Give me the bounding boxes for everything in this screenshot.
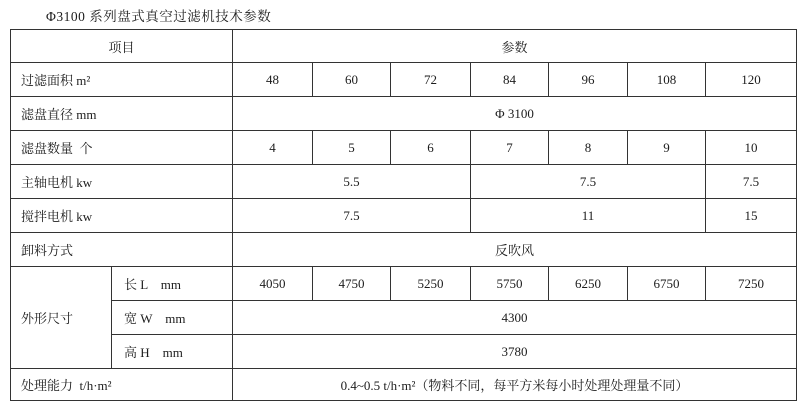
filter-area-value: 120 bbox=[706, 63, 797, 97]
filter-area-value: 48 bbox=[233, 63, 313, 97]
dimension-height-row bbox=[11, 335, 797, 369]
dimension-width-value: 4300 bbox=[233, 301, 797, 335]
disc-diameter-row bbox=[11, 97, 797, 131]
disc-count-value: 6 bbox=[391, 131, 471, 165]
filter-area-value: 72 bbox=[391, 63, 471, 97]
dimension-length-value: 6750 bbox=[628, 267, 706, 301]
table-header-row bbox=[11, 30, 797, 63]
header-params: 参数 bbox=[233, 30, 797, 63]
disc-count-value: 8 bbox=[549, 131, 628, 165]
disc-count-label: 滤盘数量 个 bbox=[11, 131, 233, 165]
dimension-height-value: 3780 bbox=[233, 335, 797, 369]
disc-diameter-value: Φ 3100 bbox=[233, 97, 797, 131]
capacity-value: 0.4~0.5 t/h·m²（物料不同，每平方米每小时处理处理量不同） bbox=[233, 369, 797, 401]
filter-area-value: 84 bbox=[471, 63, 549, 97]
dimension-length-value: 5250 bbox=[391, 267, 471, 301]
agitator-motor-value: 7.5 bbox=[233, 199, 471, 233]
dimensions-label: 外形尺寸 bbox=[11, 267, 112, 369]
disc-count-value: 10 bbox=[706, 131, 797, 165]
main-motor-value: 5.5 bbox=[233, 165, 471, 199]
dimension-height-label: 高 H mm bbox=[112, 335, 233, 369]
agitator-motor-label: 搅拌电机 kw bbox=[11, 199, 233, 233]
disc-diameter-label: 滤盘直径 mm bbox=[11, 97, 233, 131]
main-motor-value: 7.5 bbox=[706, 165, 797, 199]
disc-count-value: 7 bbox=[471, 131, 549, 165]
discharge-mode-label: 卸料方式 bbox=[11, 233, 233, 267]
capacity-row bbox=[11, 369, 797, 401]
page-title: Φ3100 系列盘式真空过滤机技术参数 bbox=[46, 9, 272, 24]
main-motor-value: 7.5 bbox=[471, 165, 706, 199]
dimension-length-value: 6250 bbox=[549, 267, 628, 301]
header-item: 项目 bbox=[11, 30, 233, 63]
filter-area-value: 108 bbox=[628, 63, 706, 97]
dimension-length-row bbox=[11, 267, 797, 301]
spec-table bbox=[10, 29, 797, 401]
disc-count-row bbox=[11, 131, 797, 165]
capacity-label: 处理能力 t/h·m² bbox=[11, 369, 233, 401]
filter-area-value: 96 bbox=[549, 63, 628, 97]
dimension-width-row bbox=[11, 301, 797, 335]
discharge-mode-value: 反吹风 bbox=[233, 233, 797, 267]
filter-area-label: 过滤面积 m² bbox=[11, 63, 233, 97]
filter-area-value: 60 bbox=[313, 63, 391, 97]
agitator-motor-value: 15 bbox=[706, 199, 797, 233]
filter-area-row bbox=[11, 63, 797, 97]
dimension-length-value: 7250 bbox=[706, 267, 797, 301]
discharge-mode-row bbox=[11, 233, 797, 267]
agitator-motor-value: 11 bbox=[471, 199, 706, 233]
dimension-length-value: 4750 bbox=[313, 267, 391, 301]
dimension-length-value: 5750 bbox=[471, 267, 549, 301]
disc-count-value: 9 bbox=[628, 131, 706, 165]
disc-count-value: 4 bbox=[233, 131, 313, 165]
dimension-length-label: 长 L mm bbox=[112, 267, 233, 301]
main-motor-label: 主轴电机 kw bbox=[11, 165, 233, 199]
disc-count-value: 5 bbox=[313, 131, 391, 165]
main-motor-row bbox=[11, 165, 797, 199]
agitator-motor-row bbox=[11, 199, 797, 233]
dimension-width-label: 宽 W mm bbox=[112, 301, 233, 335]
dimension-length-value: 4050 bbox=[233, 267, 313, 301]
